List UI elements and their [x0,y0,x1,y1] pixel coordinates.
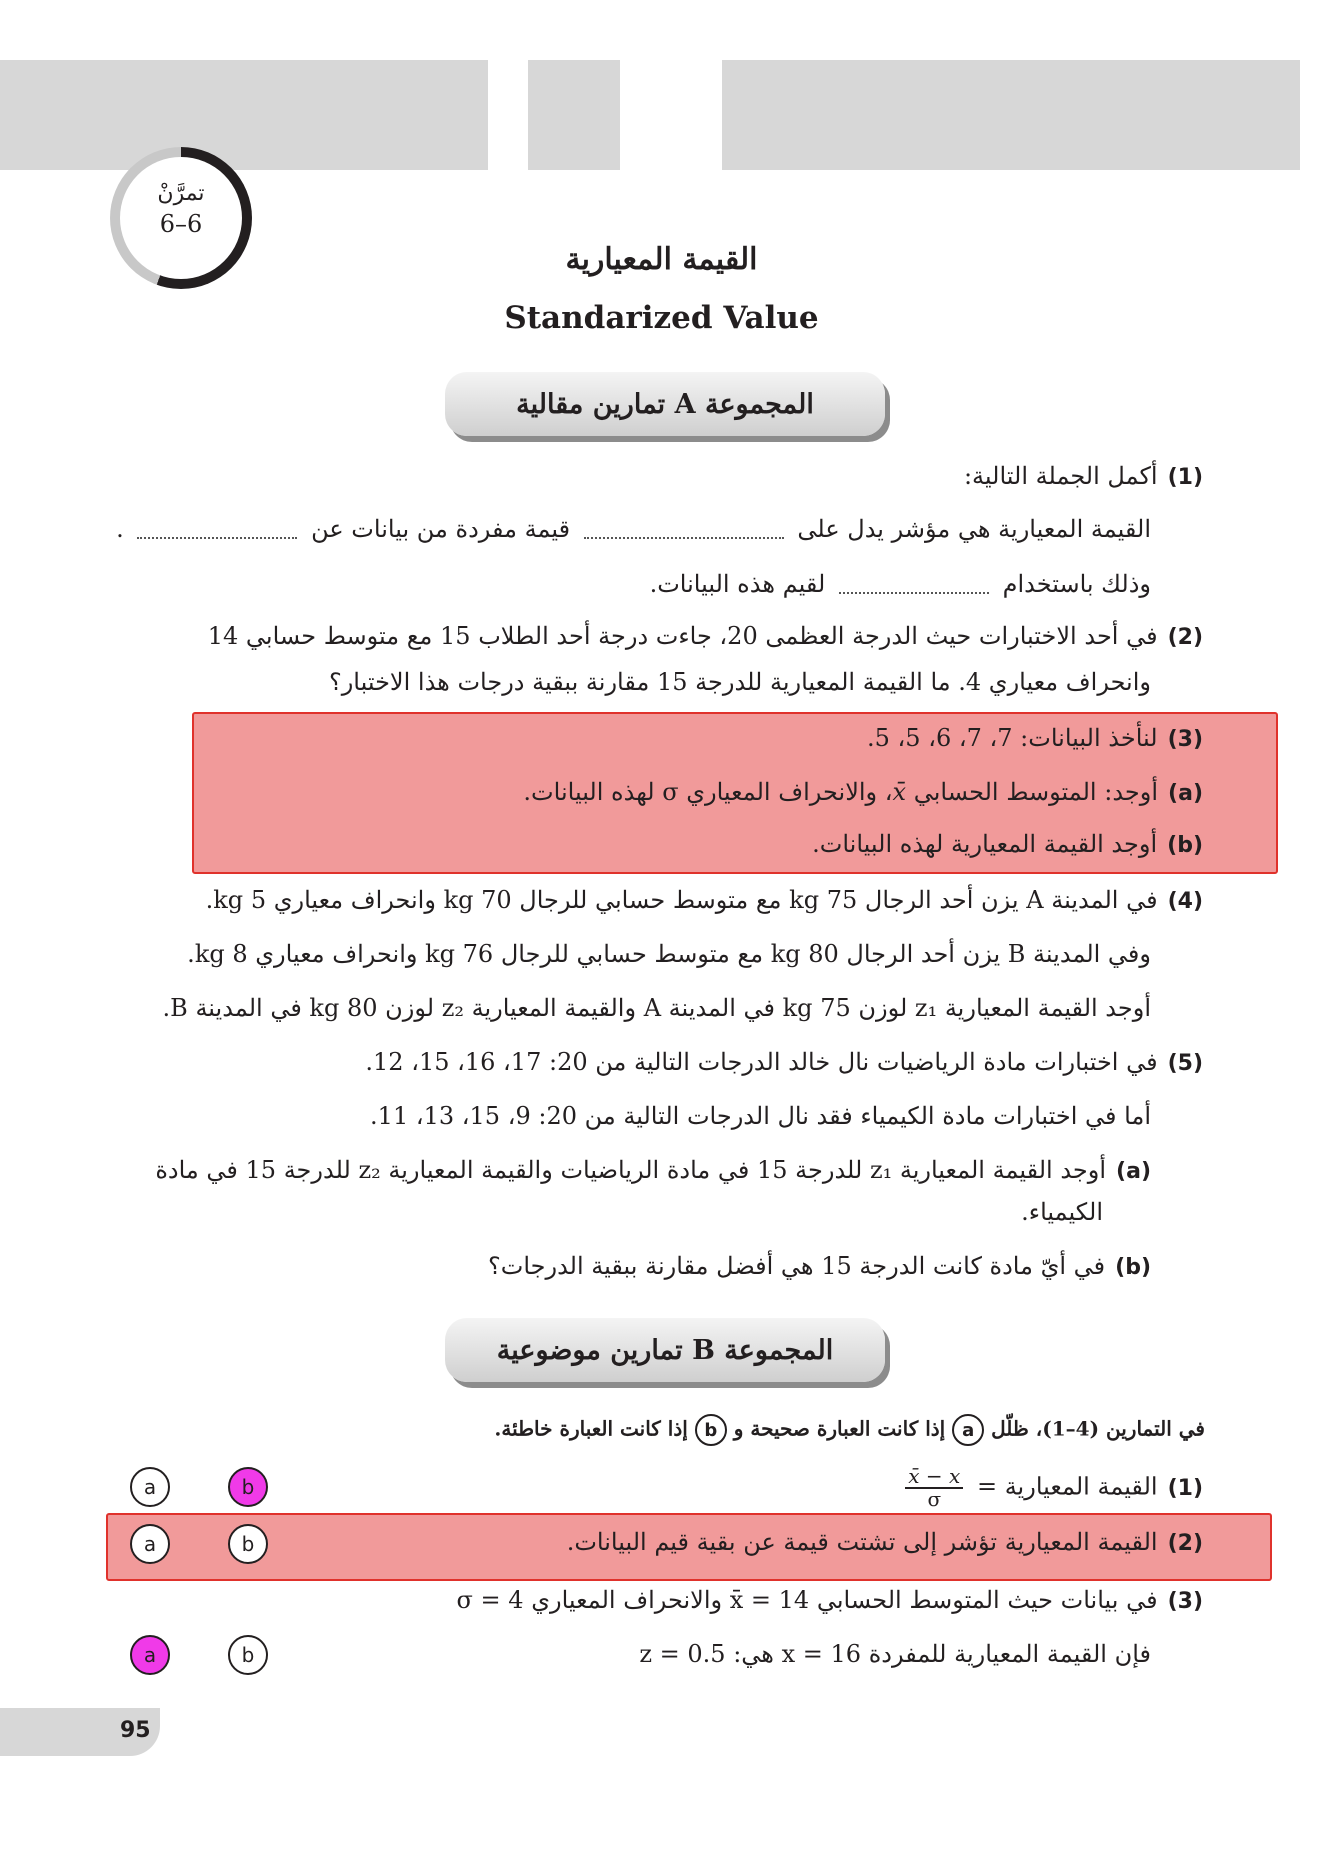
q4-line1: (4)في المدينة A يزن أحد الرجال 75 kg مع متوسط حسابي للرجال 70 kg وانحراف معياري 5 kg. [205,886,1203,914]
tf2-option-a[interactable]: a [130,1524,170,1564]
group-b-header: المجموعة B تمارين موضوعية [445,1318,885,1382]
page-title-english: Standarized Value [504,300,819,336]
q1-line2: وذلك باستخدام لقيم هذه البيانات. [649,570,1151,598]
tf2-option-b[interactable]: b [228,1524,268,1564]
header-bar-right [722,60,1300,170]
header-bar-middle [528,60,620,170]
group-a-header: المجموعة A تمارين مقالية [445,372,885,436]
instruction-option-a: a [952,1414,984,1446]
tf1-option-a[interactable]: a [130,1467,170,1507]
blank-1[interactable] [584,523,784,539]
q5-part-a-line2: الكيمياء. [1021,1198,1103,1226]
tf3-option-a[interactable]: a [130,1635,170,1675]
tf1-option-b[interactable]: b [228,1467,268,1507]
q1-line1: القيمة المعيارية هي مؤشر يدل على قيمة مفردة من بيانات عن . [116,515,1151,543]
page-number: 95 [120,1718,151,1743]
blank-2[interactable] [137,523,297,539]
q3-part-b: (b)أوجد القيمة المعيارية لهذه البيانات. [812,830,1203,858]
tf1-statement: (1)القيمة المعيارية = $\frac{x̄ - x}{\sigma}$ [899,1466,1203,1510]
blank-3[interactable] [839,578,989,594]
q1-intro: (1)أكمل الجملة التالية: [963,462,1203,490]
tf3-line1: (3)في بيانات حيث المتوسط الحسابي 14 = x̄ والانحراف المعياري 4 = σ [456,1586,1203,1614]
q3-part-a: (a)أوجد: المتوسط الحسابي x̄، والانحراف المعياري σ لهذه البيانات. [523,778,1203,806]
q3-intro: (3)لنأخذ البيانات: 7، 7، 6، 5، 5. [867,724,1203,752]
q2-line2: وانحراف معياري 4. ما القيمة المعيارية للدرجة 15 مقارنة ببقية درجات هذا الاختبار؟ [328,668,1151,696]
q4-line3: أوجد القيمة المعيارية z₁ لوزن 75 kg في المدينة A والقيمة المعيارية z₂ لوزن 80 kg في المدينة B. [162,994,1151,1022]
exercise-number: 6–6 [159,210,203,238]
instructions: في التمارين (4–1)، ظلّل a إذا كانت العبارة صحيحة و b إذا كانت العبارة خاطئة. [494,1414,1205,1446]
page-number-tab [0,1708,160,1756]
q2-line1: (2)في أحد الاختبارات حيث الدرجة العظمى 20، جاءت درجة أحد الطلاب 15 مع متوسط حسابي 14 [207,622,1203,650]
tf3-option-b[interactable]: b [228,1635,268,1675]
standard-value-fraction: $\frac{x̄ - x}{\sigma}$ [905,1466,963,1510]
tf3-line2: فإن القيمة المعيارية للمفردة 16 = x هي: z = 0.5 [639,1640,1151,1668]
instruction-option-b: b [695,1414,727,1446]
q5-line1: (5)في اختبارات مادة الرياضيات نال خالد الدرجات التالية من 20: 17، 16، 15، 12. [365,1048,1203,1076]
page-title-arabic: القيمة المعيارية [565,242,758,277]
header-bar-left [0,60,488,170]
tf2-statement: (2)القيمة المعيارية تؤشر إلى تشتت قيمة عن بقية قيم البيانات. [566,1528,1203,1556]
q5-part-a-line1: (a)أوجد القيمة المعيارية z₁ للدرجة 15 في مادة الرياضيات والقيمة المعيارية z₂ للدرجة 15 في مادة [155,1156,1151,1184]
exercise-label: تمرَّنْ [157,181,205,206]
q5-part-b: (b)في أيّ مادة كانت الدرجة 15 هي أفضل مقارنة ببقية الدرجات؟ [488,1252,1151,1280]
q4-line2: وفي المدينة B يزن أحد الرجال 80 kg مع متوسط حسابي للرجال 76 kg وانحراف معياري 8 kg. [187,940,1151,968]
q5-line2: أما في اختبارات مادة الكيمياء فقد نال الدرجات التالية من 20: 9، 15، 13، 11. [370,1102,1151,1130]
